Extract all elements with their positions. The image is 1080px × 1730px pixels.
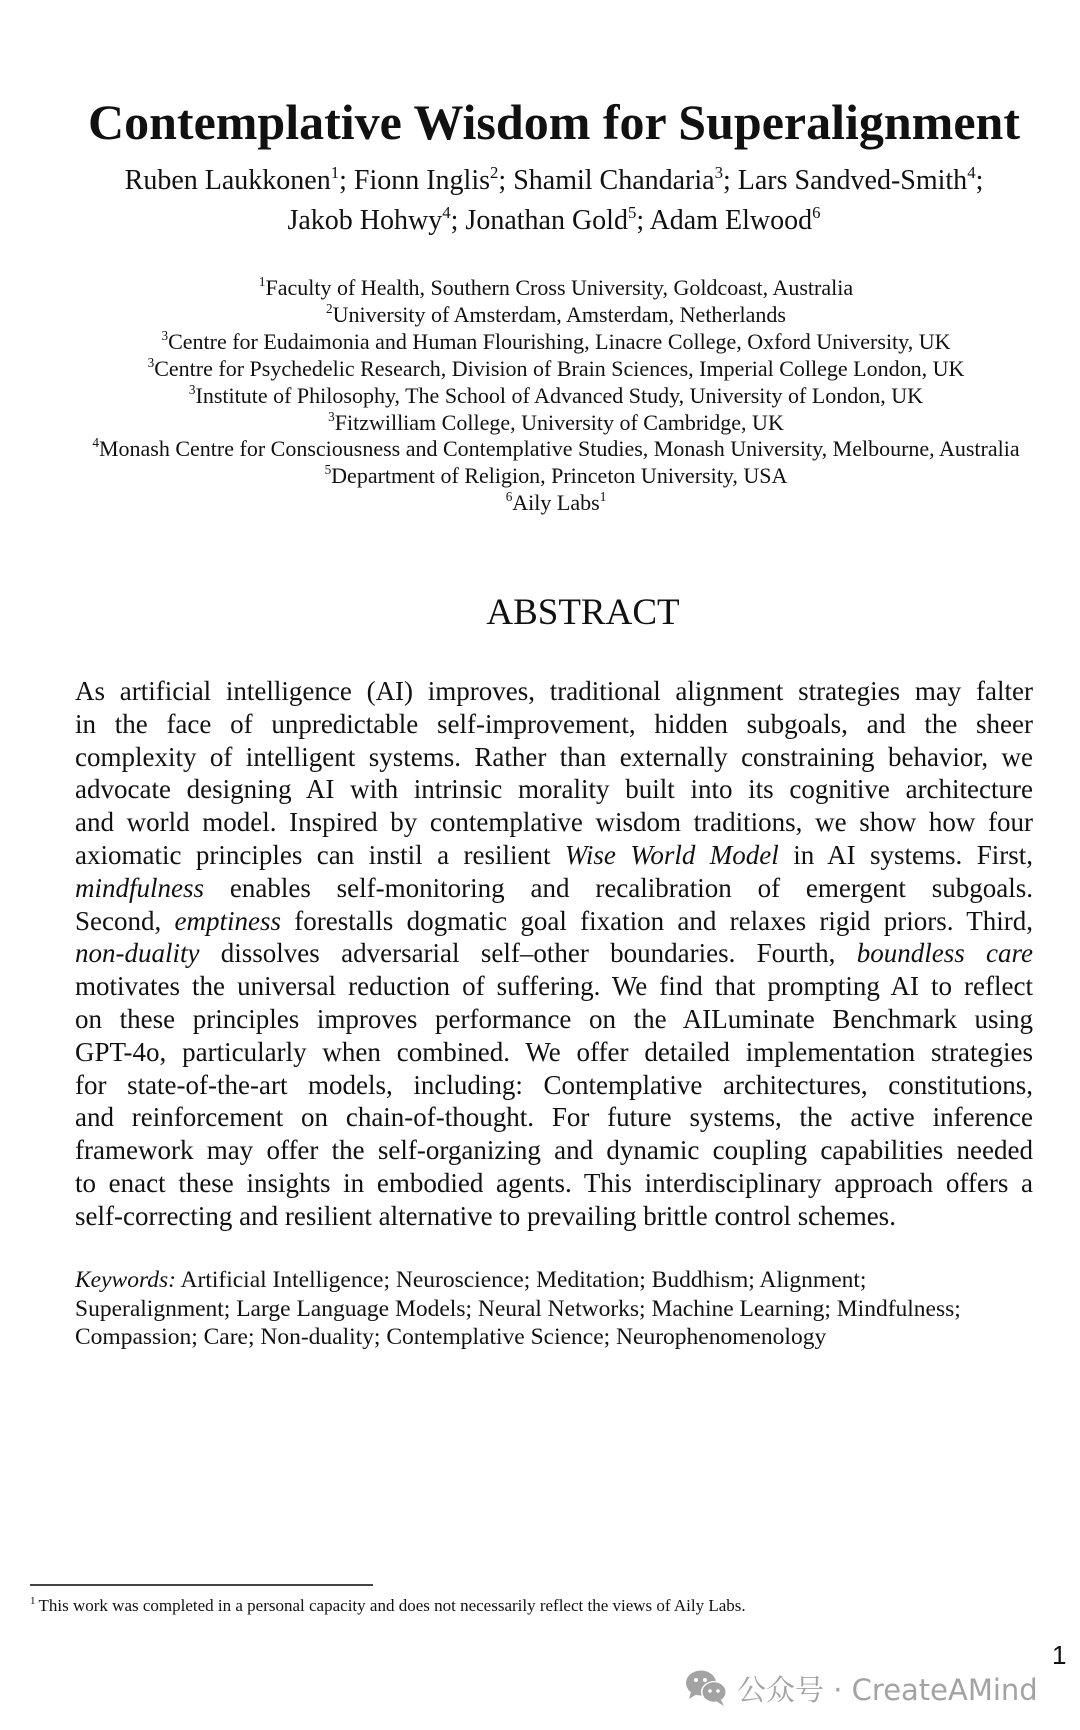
affiliation-mark: 3 — [188, 381, 196, 397]
abstract-line — [75, 708, 1033, 741]
author: Fionn Inglis$^2$; — [353, 162, 514, 196]
abstract-body — [75, 675, 1033, 1233]
abstract-text: advocate designing AI with intrinsic morality built into its cognitive architecture — [75, 774, 1033, 805]
abstract-text: As artificial intelligence (AI) improves, traditional alignment strategies may falter — [75, 676, 1033, 706]
watermark-text: 公众号 · CreateAMind — [737, 1672, 1038, 1707]
abstract-line — [75, 741, 1033, 774]
affiliation-text: Monash Centre for Consciousness and Contemplative Studies, Monash University, Melbourne, Australia — [98, 436, 1020, 462]
watermark — [685, 1668, 1038, 1708]
affiliation — [0, 490, 1080, 517]
affiliation-mark: 2 — [326, 300, 333, 316]
affiliation — [0, 275, 1080, 302]
emphasized-term: non-duality — [75, 938, 200, 969]
abstract-text: self-correcting and resilient alternative to prevailing brittle control schemes. — [75, 1200, 896, 1231]
affiliation — [0, 410, 1080, 437]
abstract-text: axiomatic principles can instil a resilient — [75, 839, 565, 870]
author: Jakob Hohwy$^4$; — [287, 202, 466, 236]
abstract-text: GPT-4o, particularly when combined. We offer detailed implementation strategies — [75, 1036, 1033, 1067]
abstract-line — [75, 1101, 1033, 1134]
abstract-line — [75, 1200, 1033, 1233]
affiliation-text: Fitzwilliam College, University of Cambridge, UK — [334, 409, 784, 435]
abstract-text: motivates the universal reduction of suffering. We find that prompting AI to reflect — [75, 971, 1033, 1002]
abstract-line — [75, 839, 1033, 872]
affiliation-text: Institute of Philosophy, The School of Advanced Study, University of London, UK — [195, 382, 924, 408]
affiliation-mark: 5 — [324, 462, 332, 478]
abstract-line — [75, 1134, 1033, 1167]
affiliation — [0, 436, 1080, 463]
abstract-text: forestalls dogmatic goal fixation and relaxes rigid priors. Third, — [281, 905, 1033, 936]
affiliation — [0, 356, 1080, 383]
author: Jonathan Gold$^5$; — [465, 202, 650, 236]
affiliation-list — [0, 275, 1080, 517]
abstract-line — [75, 1069, 1033, 1102]
abstract-text: dissolves adversarial self–other boundaries. Fourth, — [199, 938, 857, 969]
abstract-line — [75, 905, 1033, 938]
keywords-text: Superalignment; Large Language Models; Neural Networks; Machine Learning; Mindfulness; — [75, 1295, 961, 1322]
affiliation-text: Centre for Psychedelic Research, Division of Brain Sciences, Imperial College London, UK — [154, 355, 965, 381]
keywords-line — [75, 1295, 961, 1324]
affiliation-text: Centre for Eudaimonia and Human Flourishing, Linacre College, Oxford University, UK — [168, 328, 951, 354]
abstract-heading: ABSTRACT — [486, 592, 680, 633]
abstract-text: complexity of intelligent systems. Rather than externally constraining behavior, we — [75, 741, 1033, 772]
abstract-text: and world model. Inspired by contemplative wisdom traditions, we show how four — [75, 807, 1033, 838]
affiliation-text: Aily Labs — [512, 490, 600, 516]
author: Lars Sandved-Smith$^4$; — [737, 162, 984, 196]
abstract-line — [75, 1003, 1033, 1036]
emphasized-term: Wise World Model — [564, 839, 779, 870]
affiliation-mark: 3 — [147, 354, 155, 370]
footnote-reference[interactable]: 1 — [599, 489, 607, 505]
footnote-text: This work was completed in a personal capacity and does not necessarily reflect the views of Aily Labs. — [38, 1596, 746, 1615]
affiliation — [0, 383, 1080, 410]
affiliation-mark: 4 — [92, 435, 99, 451]
affiliation — [0, 329, 1080, 356]
abstract-text: and reinforcement on chain-of-thought. For future systems, the active inference — [75, 1102, 1033, 1133]
affiliation-text: Faculty of Health, Southern Cross University, Goldcoast, Australia — [265, 275, 854, 300]
emphasized-term: boundless care — [856, 938, 1033, 969]
abstract-line — [75, 773, 1033, 806]
author-line-1 — [0, 161, 1080, 201]
author: Ruben Laukkonen$^1$; — [124, 162, 354, 196]
emphasized-term: mindfulness — [75, 872, 205, 903]
author-line-2 — [0, 201, 1080, 241]
affiliation — [0, 463, 1080, 490]
author-list — [0, 161, 1080, 241]
affiliation-text: Department of Religion, Princeton University, USA — [331, 463, 788, 489]
abstract-text: to enact these insights in embodied agents. This interdisciplinary approach offers a — [75, 1167, 1033, 1198]
wechat-icon — [685, 1669, 729, 1707]
abstract-line — [75, 872, 1033, 905]
affiliation-mark: 6 — [505, 489, 513, 505]
abstract-line — [75, 675, 1033, 708]
abstract-text: in the face of unpredictable self-improvement, hidden subgoals, and the sheer — [75, 708, 1033, 739]
affiliation-mark: 3 — [161, 327, 169, 343]
keywords-text: Compassion; Care; Non-duality; Contemplative Science; Neurophenomenology — [75, 1324, 827, 1351]
paper-title: Contemplative Wisdom for Superalignment — [88, 93, 1020, 150]
author: Adam Elwood$^6$ — [649, 202, 821, 236]
affiliation — [0, 302, 1080, 329]
keywords-line — [75, 1266, 961, 1295]
emphasized-term: emptiness — [174, 905, 282, 936]
footnote — [30, 1596, 746, 1616]
affiliation-mark: 3 — [328, 408, 335, 424]
abstract-line — [75, 970, 1033, 1003]
abstract-text: on these principles improves performance on the AILuminate Benchmark using — [75, 1003, 1033, 1034]
abstract-text: enables self-monitoring and recalibration of emergent subgoals. — [204, 872, 1033, 903]
abstract-line — [75, 806, 1033, 839]
abstract-text: for state-of-the-art models, including: Contemplative architectures, constitutions, — [75, 1069, 1033, 1100]
keywords-text: Artificial Intelligence; Neuroscience; Meditation; Buddhism; Alignment; — [175, 1267, 867, 1293]
abstract-text: Second, — [75, 905, 175, 936]
footnote-divider — [30, 1584, 373, 1586]
abstract-text: in AI systems. First, — [778, 839, 1033, 870]
author: Shamil Chandaria$^3$; — [513, 162, 738, 196]
abstract-text: framework may offer the self-organizing and dynamic coupling capabilities needed — [75, 1135, 1033, 1166]
affiliation-mark: 1 — [258, 274, 266, 290]
keywords-line — [75, 1323, 961, 1352]
abstract-line — [75, 937, 1033, 970]
page-number: 1 — [1052, 1640, 1067, 1670]
footnote-mark: 1 — [30, 1594, 36, 1607]
keywords-label: Keywords: — [75, 1267, 176, 1293]
keywords — [75, 1266, 961, 1352]
affiliation-text: University of Amsterdam, Amsterdam, Netherlands — [332, 301, 786, 327]
abstract-line — [75, 1036, 1033, 1069]
abstract-line — [75, 1167, 1033, 1200]
